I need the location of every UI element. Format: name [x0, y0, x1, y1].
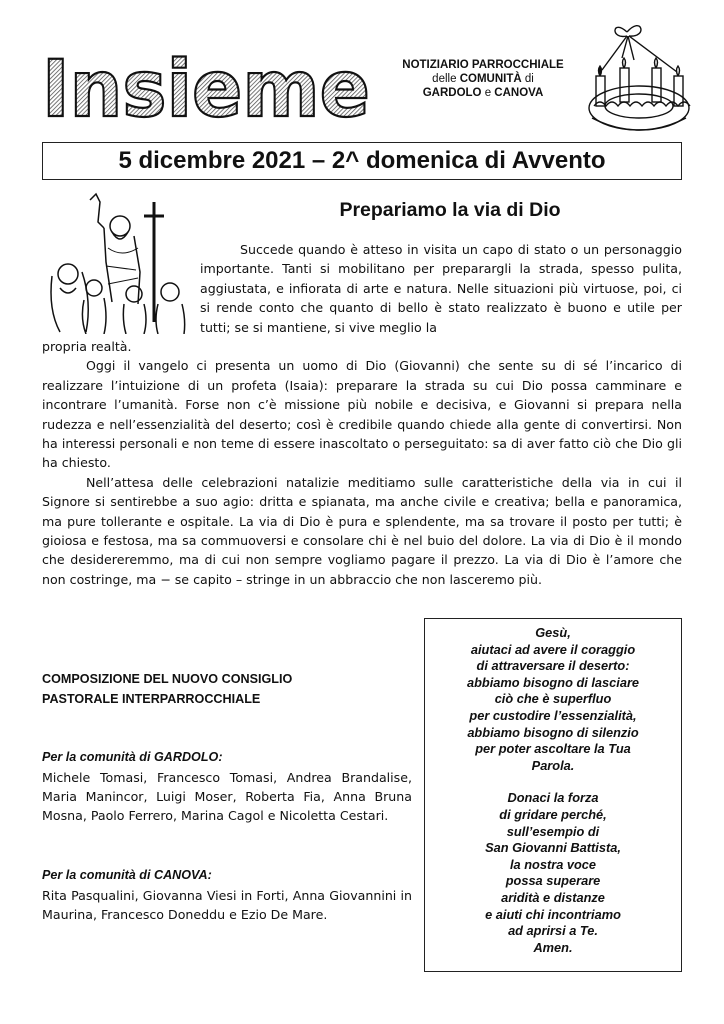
canova-label: Per la comunità di CANOVA: — [42, 868, 212, 882]
article-intro — [200, 240, 682, 337]
gardolo-members: Michele Tomasi, Francesco Tomasi, Andrea Brandalise, Maria Manincor, Luigi Moser, Roberta Fia, Anna Bruna Mosna, Paolo Ferrero, Marina Cagol e Nicoletta Cestari. — [42, 770, 412, 823]
prayer-line: San Giovanni Battista, — [485, 840, 621, 856]
article-headline: Prepariamo la via di Dio — [339, 199, 561, 221]
insieme-logo — [42, 44, 372, 126]
paragraph-1-end: propria realtà. — [42, 339, 132, 354]
prayer-line: sull’esempio di — [506, 823, 600, 839]
paragraph-2: Oggi il vangelo ci presenta un uomo di Dio (Giovanni) che sente su di sé l’incarico di realizzare l’intuizione di un profeta (Isaia): preparare la strada su cui Dio possa camminare e incontrare l’umanità. Forse non c’è missione più nobile e decisiva, e Giovanni si prepara nella rudezza e nell’essenzialità del deserto; così è credibile quando chiede alla gente di convertirsi. Non ha interessi personali e non teme di essere inascoltato o perseguitato: sa di aver fatto ciò che Dio gli ha chiesto. — [42, 358, 682, 471]
canova-word: CANOVA — [494, 87, 544, 99]
council-heading — [42, 669, 372, 709]
canova-members: Rita Pasqualini, Giovanna Viesi in Forti, Anna Giovannini in Maurina, Francesco Doneddu e Ezio De Mare. — [42, 888, 412, 922]
council-heading-line-1: COMPOSIZIONE DEL NUOVO CONSIGLIO — [42, 672, 293, 686]
gardolo-word: GARDOLO — [422, 87, 482, 99]
prayer-line: Amen. — [533, 939, 573, 955]
delle-word: delle — [432, 73, 457, 85]
prayer-line: Parola. — [531, 757, 575, 773]
prayer-line: ad aprirsi a Te. — [508, 923, 598, 939]
date-title: 5 dicembre 2021 – 2^ domenica di Avvento — [42, 142, 682, 180]
prayer-line: la nostra voce — [509, 856, 597, 872]
e-word: e — [484, 87, 492, 99]
prayer-line: di gridare perché, — [499, 806, 607, 822]
paragraph-1: Succede quando è atteso in visita un capo di stato o un personaggio importante. Tanti si mobilitano per preparargli la strada, spesso pulita, aggiustata, e infiorata di arte e natura. Nelle situazioni più virtuose, poi, ci si rende conto che quanto di bello è stato realizzato è buono e utile per tutti; se si mantiene, si vive meglio la — [200, 242, 682, 335]
masthead-caption — [388, 58, 578, 100]
prayer-box — [424, 618, 682, 972]
di-word: di — [524, 73, 534, 85]
notiziario-title: NOTIZIARIO PARROCCHIALE — [402, 59, 564, 71]
prayer-line: ciò che è superfluo — [494, 691, 612, 707]
john-the-baptist-illustration — [42, 192, 190, 334]
gardolo-label: Per la comunità di GARDOLO: — [42, 750, 223, 764]
comunita-word: COMUNITÀ — [459, 73, 522, 85]
prayer-line: possa superare — [505, 873, 601, 889]
prayer-line: Gesù, — [535, 625, 571, 640]
council-heading-line-2: PASTORALE INTERPARROCCHIALE — [42, 692, 261, 706]
prayer-line: aiutaci ad avere il coraggio — [470, 641, 636, 657]
article-body — [42, 337, 682, 589]
prayer-line: per custodire l’essenzialità, — [469, 707, 637, 723]
prayer-line: di attraversare il deserto: — [476, 658, 630, 674]
prayer-line: per poter ascoltare la Tua — [475, 741, 631, 757]
prayer-line: e aiuti chi incontriamo — [485, 906, 621, 922]
prayer-line: aridità e distanze — [501, 889, 605, 905]
prayer-line: abbiamo bisogno di silenzio — [467, 724, 639, 740]
logo-text: Insieme — [42, 45, 370, 126]
paragraph-3: Nell’attesa delle celebrazioni natalizie meditiamo sulle caratteristiche della via in cui il Signore si sentirebbe a suo agio: dritta e spianata, ma anche civile e creativa; bella e panoramica, ma pure tollerante e ospitale. La via di Dio è pura e splendente, ma sa trovare il posto per tutti; è gioiosa e festosa, ma sa commuoversi e consolare chi è nel buio del dolore. La via di Dio è il mondo che desidereremmo, ma di cui non sempre vogliamo pagare il prezzo. La via di Dio è l’amore che non costringe, ma − se capito – stringe in un abbraccio che non lasceremo più. — [42, 474, 682, 587]
prayer-line: abbiamo bisogno di lasciare — [466, 674, 640, 690]
prayer-line: Donaci la forza — [507, 790, 599, 806]
advent-wreath-icon — [582, 10, 697, 138]
